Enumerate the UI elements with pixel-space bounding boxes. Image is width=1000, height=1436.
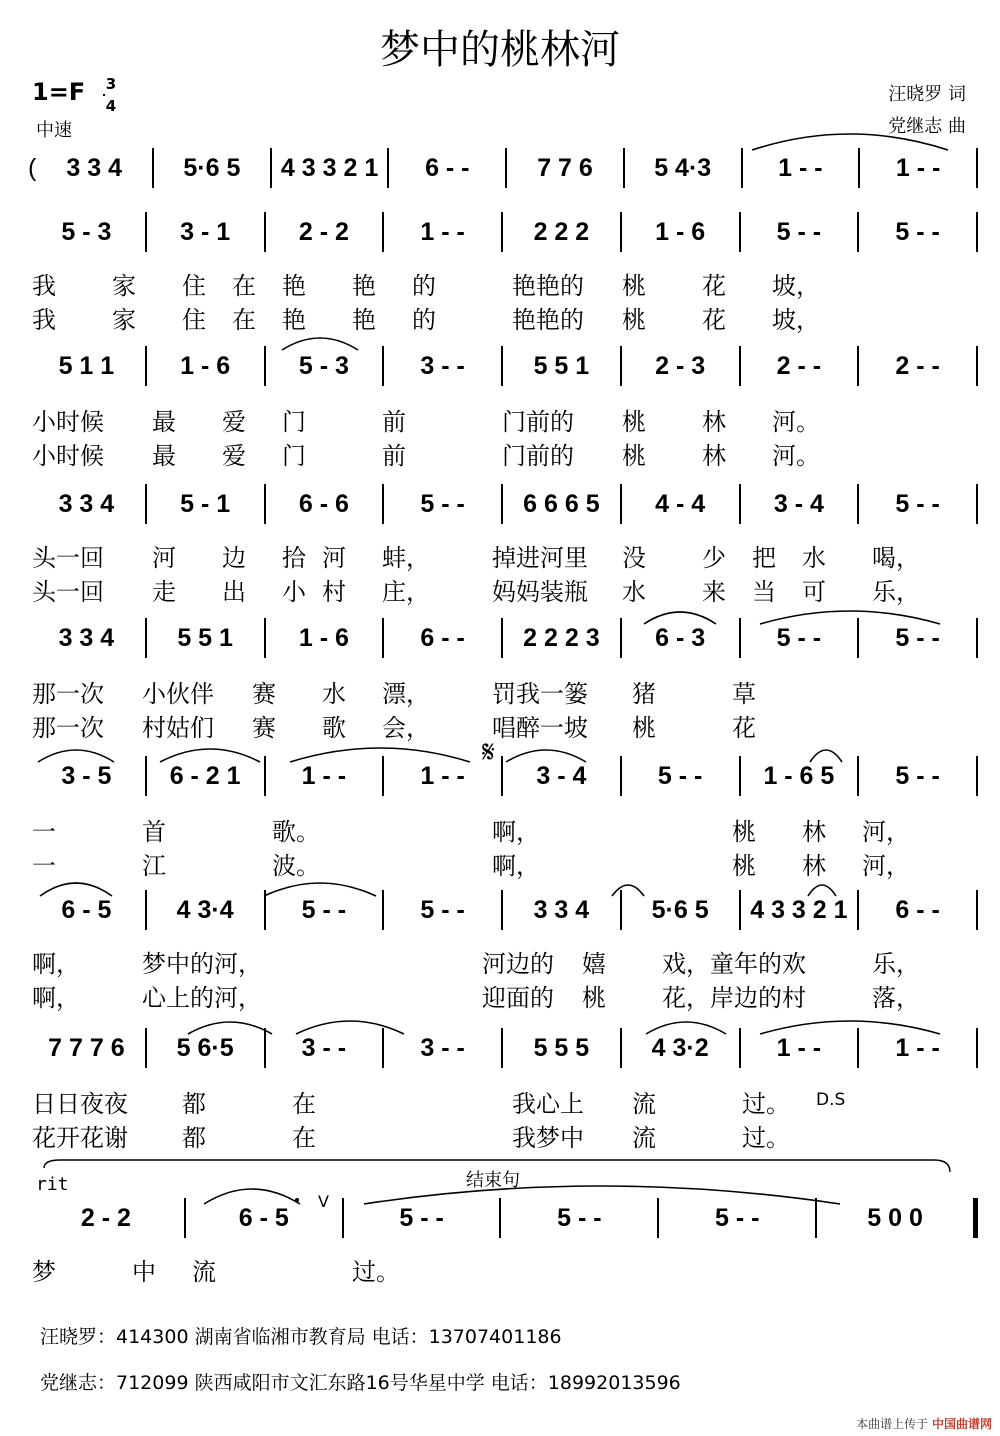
lyric-line [32, 538, 972, 570]
lyricist-contact: 汪晓罗：414300 湖南省临湘市教育局 电话：13707401186 [40, 1326, 562, 1348]
lyric-line [32, 1118, 972, 1150]
lyric-syllable: 流 [632, 1090, 656, 1118]
lyric-syllable: 猪 [632, 680, 656, 708]
lyric-syllable: 妈妈装瓶 [492, 578, 588, 606]
measure: 3 - 4 [773, 489, 824, 518]
measure: 2 2 2 3 [523, 623, 600, 652]
bar-line [976, 618, 978, 658]
lyric-line [32, 978, 972, 1010]
lyric-syllable: 赛 [252, 680, 276, 708]
lyric-syllable: 头一回 [32, 544, 104, 572]
lyric-syllable: 艳 [282, 272, 306, 300]
lyric-syllable: 罚我一篓 [492, 680, 588, 708]
lyric-line [32, 266, 972, 298]
breath-mark: V [318, 1192, 329, 1211]
measure: 2 2 2 [533, 217, 590, 246]
measure: 5 - - [895, 623, 940, 652]
bar-line [976, 148, 978, 188]
lyric-syllable: 梦中的河， [142, 950, 262, 978]
lyric-syllable: 乐， [872, 950, 920, 978]
lyric-syllable: 的 [412, 272, 436, 300]
measure: 3 3 4 [66, 153, 122, 182]
measure: 6 - 2 1 [169, 761, 241, 790]
lyric-syllable: 小时候 [32, 442, 104, 470]
time-signature-bottom: 4 [105, 97, 117, 115]
lyric-syllable: 花，岸边的村 [662, 984, 806, 1012]
segno-mark: 𝄋 [482, 735, 495, 770]
measure: 3 - - [420, 351, 465, 380]
measure: 3 - 1 [180, 217, 231, 246]
measure: 6 - 5 [238, 1203, 289, 1232]
measure: 5 5 5 [533, 1033, 590, 1062]
bar-line [976, 1028, 978, 1068]
lyric-line [32, 436, 972, 468]
lyric-syllable: 啊， [32, 950, 80, 978]
lyric-line [32, 708, 972, 740]
measure: 5 - - [895, 761, 940, 790]
measure: 2 - - [895, 351, 940, 380]
lyric-syllable: 村姑们 [142, 714, 214, 742]
bar-line [976, 756, 978, 796]
lyric-syllable: 一 [32, 852, 56, 880]
lyric-syllable: 首 [142, 818, 166, 846]
measure: 7 7 7 6 [48, 1033, 125, 1062]
lyric-line [32, 572, 972, 604]
lyric-syllable: 家 [112, 306, 136, 334]
measure: 2 - 2 [80, 1203, 131, 1232]
measure: 4 3 3 2 1 [280, 153, 379, 182]
lyric-syllable: 拾 [282, 544, 306, 572]
lyric-syllable: 会， [382, 714, 430, 742]
lyric-syllable: 唱醉一坡 [492, 714, 588, 742]
notation-row [28, 148, 978, 188]
measure: 5·6 5 [183, 153, 241, 182]
lyric-syllable: 门 [282, 408, 306, 436]
lyric-syllable: 住 [182, 272, 206, 300]
lyric-syllable: 赛 [252, 714, 276, 742]
measure: 2 - 3 [655, 351, 706, 380]
lyric-syllable: 过。 [742, 1124, 790, 1152]
lyric-syllable: 没 [622, 544, 646, 572]
lyric-syllable: 我心上 [512, 1090, 584, 1118]
lyric-syllable: 在 [232, 272, 256, 300]
measure: 5 1 1 [58, 351, 115, 380]
lyric-syllable: 河。 [772, 442, 820, 470]
notation-row [28, 756, 978, 796]
lyric-syllable: 家 [112, 272, 136, 300]
measure: 5 - - [420, 895, 465, 924]
measure: 7 7 6 [537, 153, 593, 182]
lyric-syllable: 歌。 [272, 818, 320, 846]
measure: 3 3 4 [533, 895, 590, 924]
lyric-syllable: 门前的 [502, 408, 574, 436]
lyric-syllable: 掉进河里 [492, 544, 588, 572]
lyric-syllable: 少 [702, 544, 726, 572]
measure: 5 - - [715, 1203, 760, 1232]
measure: 6 6 6 5 [523, 489, 600, 518]
bar-line [976, 212, 978, 252]
lyric-line [32, 1252, 972, 1284]
lyric-syllable: 江 [142, 852, 166, 880]
lyric-syllable: 在 [292, 1124, 316, 1152]
lyric-syllable: 村 [322, 578, 346, 606]
measure: 5 - - [895, 217, 940, 246]
lyric-syllable: 梦 [32, 1258, 56, 1286]
bar-line [976, 346, 978, 386]
lyric-syllable: 花 [702, 272, 726, 300]
lyric-syllable: 艳艳的 [512, 306, 584, 334]
notation-row [28, 484, 978, 524]
measure: 1 - 6 [180, 351, 231, 380]
lyric-syllable: 我 [32, 272, 56, 300]
measure: 5 - - [776, 217, 822, 246]
lyric-syllable: 心上的河， [142, 984, 262, 1012]
lyric-syllable: 过。 [352, 1258, 400, 1286]
measure: 4 - 4 [655, 489, 706, 518]
upload-note [856, 1415, 992, 1432]
composer-contact: 党继志：712099 陕西咸阳市文汇东路16号华星中学 电话：18992013596 [40, 1372, 681, 1394]
lyric-syllable: 当 [752, 578, 776, 606]
lyric-syllable: 桃 [732, 852, 756, 880]
lyric-syllable: 前 [382, 408, 406, 436]
bar-line [976, 484, 978, 524]
lyric-syllable: 林 [702, 408, 726, 436]
lyric-line [32, 812, 972, 844]
measure: 1 - 6 5 [763, 761, 835, 790]
measure: 5 0 0 [867, 1203, 923, 1232]
measure: 2 - - [776, 351, 822, 380]
lyric-syllable: 来 [702, 578, 726, 606]
measure: 4 3·2 [651, 1033, 709, 1062]
lyric-syllable: 都 [182, 1124, 206, 1152]
lyric-syllable: 蚌， [382, 544, 430, 572]
measure: 1 - - [895, 153, 941, 182]
lyric-syllable: 河边的 [482, 950, 554, 978]
measure: 3 3 4 [58, 623, 115, 652]
lyric-syllable: 艳 [352, 306, 376, 334]
lyric-syllable: 河， [862, 818, 910, 846]
measure: 5 5 1 [177, 623, 233, 652]
lyric-syllable: 中 [132, 1258, 156, 1286]
repeat-paren: ( [28, 153, 37, 182]
lyric-syllable: 边 [222, 544, 246, 572]
lyric-syllable: 啊， [492, 818, 540, 846]
measure: 5 - - [399, 1203, 444, 1232]
lyric-syllable: 可 [802, 578, 826, 606]
lyric-syllable: 一 [32, 818, 56, 846]
measure: 5 - - [420, 489, 465, 518]
lyric-syllable: 流 [632, 1124, 656, 1152]
lyric-syllable: 日日夜夜 [32, 1090, 128, 1118]
notation-row [28, 212, 978, 252]
lyric-syllable: 在 [292, 1090, 316, 1118]
measure: 6 - - [895, 895, 940, 924]
lyric-syllable: 漂， [382, 680, 430, 708]
rit-mark: rit [36, 1174, 69, 1195]
bar-line [976, 890, 978, 930]
lyric-syllable: 门 [282, 442, 306, 470]
measure: 6 - 5 [61, 895, 112, 924]
measure: 5 - 1 [180, 489, 231, 518]
lyric-syllable: 落， [872, 984, 920, 1012]
lyric-syllable: 桃 [632, 714, 656, 742]
lyric-line [32, 944, 972, 976]
lyric-syllable: 小 [282, 578, 306, 606]
measure: 1 - - [895, 1033, 940, 1062]
lyricist-credit: 汪晓罗 词 [888, 84, 966, 105]
lyric-syllable: 都 [182, 1090, 206, 1118]
measure: 3 - - [301, 1033, 347, 1062]
lyric-syllable: 最 [152, 442, 176, 470]
measure: 1 - - [420, 761, 465, 790]
measure: 5 - 3 [61, 217, 112, 246]
ending-label: 结束句 [466, 1170, 520, 1191]
lyric-syllable: 在 [232, 306, 256, 334]
measure: 3 - 5 [61, 761, 112, 790]
lyric-syllable: 过。 [742, 1090, 790, 1118]
bar-line [973, 1198, 978, 1238]
lyric-syllable: 前 [382, 442, 406, 470]
composer-credit: 党继志 曲 [888, 116, 966, 137]
lyric-syllable: 啊， [492, 852, 540, 880]
measure: 6 - - [420, 623, 465, 652]
time-signature-top: 3 [105, 75, 117, 93]
lyric-syllable: 河， [862, 852, 910, 880]
notation-row [28, 346, 978, 386]
lyric-syllable: 爱 [222, 408, 246, 436]
lyric-syllable: 走 [152, 578, 176, 606]
measure: 5·6 5 [651, 895, 709, 924]
measure: 3 3 4 [58, 489, 115, 518]
lyric-syllable: 小时候 [32, 408, 104, 436]
measure: 1 - - [778, 153, 823, 182]
lyric-syllable: 小伙伴 [142, 680, 214, 708]
lyric-syllable: 水 [802, 544, 826, 572]
lyric-syllable: 歌 [322, 714, 346, 742]
measure: 4 3·4 [176, 895, 234, 924]
lyric-syllable: 桃 [622, 408, 646, 436]
lyric-syllable: 桃 [622, 442, 646, 470]
lyric-syllable: 门前的 [502, 442, 574, 470]
upload-text: 本曲谱上传于 [856, 1417, 929, 1431]
lyric-syllable: 花 [732, 714, 756, 742]
measure: 5 - - [301, 895, 347, 924]
lyric-syllable: 河 [152, 544, 176, 572]
lyric-syllable: 爱 [222, 442, 246, 470]
measure: 4 3 3 2 1 [750, 895, 848, 924]
lyric-syllable: 流 [192, 1258, 216, 1286]
lyric-syllable: 桃 [622, 272, 646, 300]
lyric-syllable: 河 [322, 544, 346, 572]
lyric-syllable: 的 [412, 306, 436, 334]
lyric-syllable: 波。 [272, 852, 320, 880]
song-title: 梦中的桃林河 [380, 27, 620, 73]
lyric-syllable: 我梦中 [512, 1124, 584, 1152]
measure: 5 4·3 [654, 153, 712, 182]
lyric-syllable: 头一回 [32, 578, 104, 606]
measure: 5 - - [895, 489, 940, 518]
lyric-syllable: 那一次 [32, 680, 104, 708]
lyric-syllable: 林 [702, 442, 726, 470]
measure: 5 - - [776, 623, 822, 652]
measure: 5 - - [657, 761, 703, 790]
lyric-syllable: 林 [802, 852, 826, 880]
notation-row [28, 1198, 978, 1238]
lyric-syllable: 花开花谢 [32, 1124, 128, 1152]
lyric-syllable: 啊， [32, 984, 80, 1012]
lyric-syllable: 坡， [772, 306, 820, 334]
lyric-line [32, 300, 972, 332]
lyric-syllable: 我 [32, 306, 56, 334]
lyric-line [32, 674, 972, 706]
lyric-syllable: 花 [702, 306, 726, 334]
lyric-syllable: 水 [622, 578, 646, 606]
notation-row [28, 890, 978, 930]
measure: 1 - 6 [655, 217, 706, 246]
measure: 5 5 1 [533, 351, 590, 380]
lyric-line [32, 846, 972, 878]
lyric-line [32, 402, 972, 434]
site-logo: 中国曲谱网 [931, 1417, 992, 1431]
time-signature [102, 74, 120, 116]
measure: 6 - - [425, 153, 470, 182]
lyric-syllable: 住 [182, 306, 206, 334]
lyric-syllable: 桃 [732, 818, 756, 846]
measure: 5 - - [557, 1203, 602, 1232]
lyric-syllable: 河。 [772, 408, 820, 436]
measure: 3 - - [420, 1033, 465, 1062]
notation-row [28, 1028, 978, 1068]
measure: 1 - - [301, 761, 347, 790]
lyric-syllable: 乐， [872, 578, 920, 606]
lyric-syllable: 把 [752, 544, 776, 572]
key-signature: 1=F [32, 78, 86, 106]
lyric-syllable: 迎面的 [482, 984, 554, 1012]
tempo-marking: 中速 [36, 120, 72, 141]
lyric-syllable: 庄， [382, 578, 430, 606]
measure: 6 - 3 [655, 623, 706, 652]
measure: 2 - 2 [298, 217, 349, 246]
measure: 1 - - [776, 1033, 822, 1062]
lyric-syllable: 艳 [282, 306, 306, 334]
lyric-syllable: 喝， [872, 544, 920, 572]
lyric-syllable: 草 [732, 680, 756, 708]
lyric-syllable: 水 [322, 680, 346, 708]
lyric-syllable: 最 [152, 408, 176, 436]
lyric-syllable: 戏，童年的欢 [662, 950, 806, 978]
measure: 3 - 4 [536, 761, 587, 790]
lyric-syllable: 艳艳的 [512, 272, 584, 300]
measure: 6 - 6 [298, 489, 349, 518]
ds-mark: D.S [816, 1090, 846, 1110]
lyric-syllable: 艳 [352, 272, 376, 300]
lyric-syllable: 林 [802, 818, 826, 846]
lyric-syllable: 坡， [772, 272, 820, 300]
lyric-syllable: 出 [222, 578, 246, 606]
measure: 1 - 6 [298, 623, 349, 652]
measure: 5 - 3 [298, 351, 349, 380]
lyric-syllable: 桃 [582, 984, 606, 1012]
lyric-syllable: 桃 [622, 306, 646, 334]
measure: 5 6·5 [176, 1033, 234, 1062]
measure: 1 - - [420, 217, 465, 246]
notation-row [28, 618, 978, 658]
lyric-syllable: 嬉 [582, 950, 606, 978]
lyric-syllable: 那一次 [32, 714, 104, 742]
